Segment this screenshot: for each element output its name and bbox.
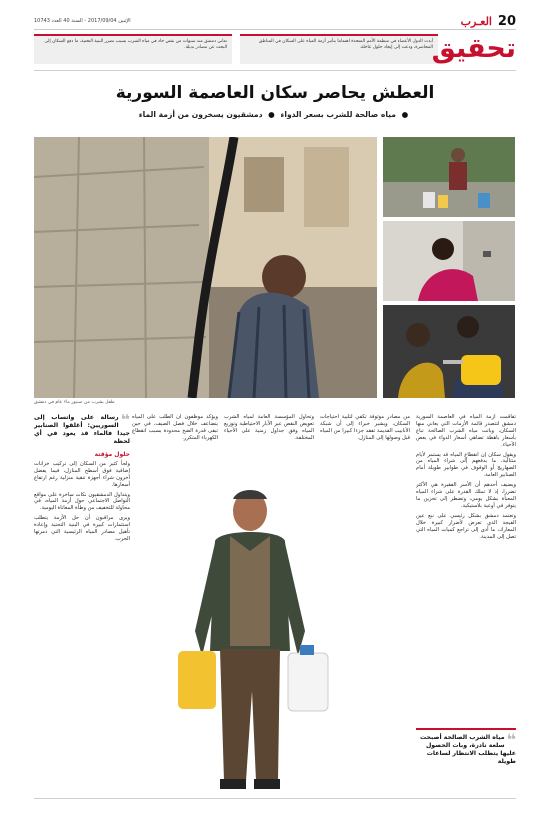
paragraph: ويرى مراقبون أن حل الأزمة يتطلب استثمارات كبيرة في البنية التحتية وإعادة تأهيل مصادر المياه الرئيسية التي دمرتها الحرب.: [34, 515, 130, 542]
side-photo-man-jerrycans: [383, 137, 515, 217]
headline: العطش يحاصر سكان العاصمة السورية: [115, 83, 435, 103]
article-column-2: [320, 414, 410, 484]
bullet-icon: ●: [268, 110, 275, 119]
masthead: [34, 14, 516, 30]
main-photo: [34, 137, 377, 398]
side-photo-woman-tap: [383, 221, 515, 301]
issue-info: الإثنين 2017/09/04 - السنة 40 العدد 10743: [34, 18, 131, 24]
teaser-box: تعاني دمشق منذ سنوات من نقص حاد في مياه الشرب بسبب تضرر البنية التحتية، ما دفع السكان إلى البحث عن مصادر بديلة.: [34, 34, 232, 64]
paragraph: من مصادر موثوقة تكفي لتلبية احتياجات السكان، ويشير خبراء إلى أن شبكة الأنابيب القديمة تفقد جزءا كبيرا من المياه قبل وصولها إلى المنازل.: [320, 414, 410, 441]
teaser-box: أبدت الدول الأعضاء في منظمة الأمم المتحدة اهتماما بتأثير أزمة المياه على السكان في المناطق المحاصرة، ودعت إلى إيجاد حلول عاجلة.: [240, 34, 438, 64]
teaser-strip: [34, 34, 438, 64]
paragraph: ويقول سكان إن انقطاع المياه قد يستمر لأيام متتالية، ما يدفعهم إلى شراء المياه من الصهاريج أو الوقوف في طوابير طويلة أمام الصنابير العامة.: [416, 451, 516, 479]
bottom-divider: [34, 798, 516, 799]
paragraph: ويؤكد موظفون أن الطلب على المياه يتضاعف خلال فصل الصيف، في حين تبقى قدرة الضخ محدودة بسبب انقطاع الكهرباء المتكرر.: [132, 414, 218, 441]
article-column-3: [224, 414, 314, 484]
bullet-icon: ●: [401, 110, 409, 119]
article-column-5: [34, 414, 130, 797]
cutout-photo-man-carrying-water: [160, 481, 340, 801]
subsection-heading: حلول مؤقتة: [94, 451, 130, 458]
subhead-1: مياه صالحة للشرب بسعر الدواء: [280, 110, 396, 119]
paragraph: ويضيف أحدهم أن الأسر الفقيرة هي الأكثر تضررا، إذ لا تملك القدرة على شراء المياه المعبأة بشكل يومي، وتضطر إلى تخزين ما يتوفر في أوعية بلاستيكية.: [416, 482, 516, 509]
section-label: تحقيق: [431, 33, 516, 64]
pull-quote-right: [416, 728, 516, 766]
paragraph: ولجأ كثير من السكان إلى تركيب خزانات إضافية فوق أسطح المنازل، فيما يفضل آخرون شراء أجهزة تنقية منزلية رغم ارتفاع أسعارها.: [34, 460, 130, 488]
page-number: 20: [497, 14, 516, 29]
paragraph: ويتداول الدمشقيون نكات ساخرة على مواقع التواصل الاجتماعي حول أزمة المياه، في محاولة للتخفيف من وطأة المعاناة اليومية.: [34, 491, 130, 512]
side-photo-children-filling: [383, 305, 515, 398]
article-column-4: [132, 414, 218, 484]
pull-quote-text: مياه الشرب الصالحة أصبحت سلعة نادرة، وبات الحصول عليها يتطلب الانتظار لساعات طويلة: [419, 734, 516, 765]
section-divider: [34, 70, 516, 71]
paragraph: وتحاول المؤسسة العامة لمياه الشرب تعويض النقص عبر الآبار الاحتياطية وتوزيع المياه وفق جداول زمنية على الأحياء المختلفة.: [224, 414, 314, 441]
subhead-2: دمشقيون يسخرون من أزمة الماء: [138, 110, 263, 119]
paragraph: وتعتمد دمشق بشكل رئيسي على نبع عين الفيجة الذي تعرض لأضرار كبيرة خلال المعارك، ما أدى إلى تراجع كميات المياه التي تصل إلى المدينة.: [416, 512, 516, 540]
pull-quote-left: [34, 414, 130, 446]
paragraph: تفاقمت أزمة المياه في العاصمة السورية دمشق لتتصدر قائمة الأزمات التي يعاني منها السكان، وباتت مياه الشرب الصالحة تباع بأسعار باهظة تضاهي أسعار الدواء في بعض الأحياء.: [416, 414, 516, 448]
quote-mark-icon: ❝: [120, 414, 130, 429]
subheads: [34, 110, 516, 119]
photo-caption: طفل يشرب من صنبور ماء عام في دمشق: [34, 400, 115, 405]
paper-name: العـرب: [460, 15, 492, 28]
quote-mark-icon: ❝: [506, 730, 516, 749]
pull-quote-text: رسالة على واتساب إلى السوريين: أغلقوا الصنابير جيدا فالماء قد يعود في أي لحظة: [34, 414, 130, 445]
